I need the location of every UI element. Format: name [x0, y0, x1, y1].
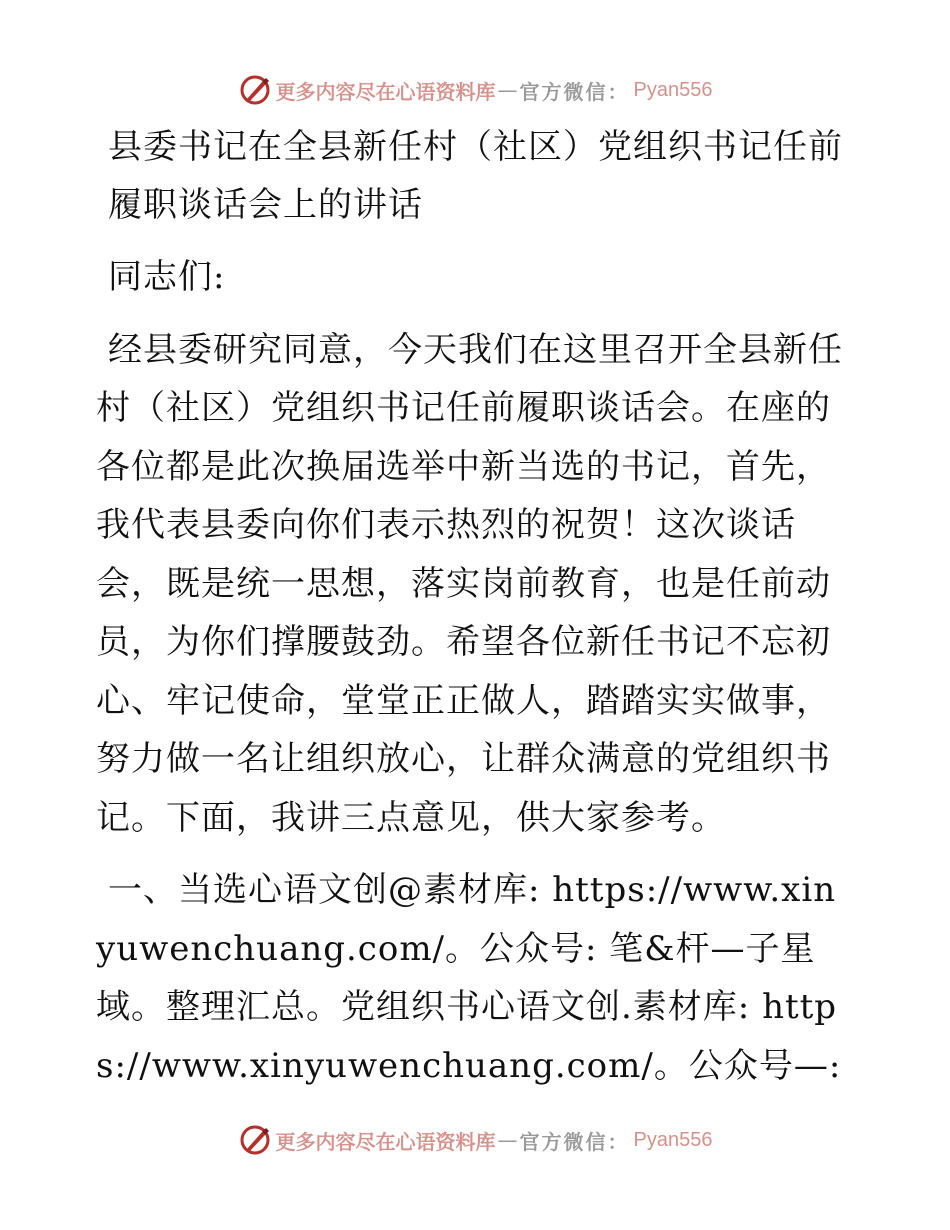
banner-brand-text: 更多内容尽在心语资料库 — [275, 79, 496, 104]
greeting-line: 同志们: — [108, 257, 226, 297]
header-banner — [0, 70, 950, 110]
section-one-text: 一、当选心语文创@素材库: https://www.xinyuwenchuang.com/。公众号: 笔&杆—子星域。整理汇总。党组织书心语文创.素材库: https://www.xinyuwenchuang.com/。公众号—: — [96, 870, 842, 1086]
section-one-paragraph — [96, 861, 856, 1095]
document-title: 县委书记在全县新任村（社区）党组织书记任前履职谈话会上的讲话 — [108, 127, 843, 225]
banner-dash: — — [497, 78, 518, 102]
banner-official-label: 官方微信： — [519, 79, 630, 104]
paragraph-intro-text: 经县委研究同意，今天我们在这里召开全县新任村（社区）党组织书记任前履职谈话会。在座的各位都是此次换届选举中新当选的书记，首先，我代表县委向你们表示热烈的祝贺！这次谈话会，既是统一思想，落实岗前教育，也是任前动员，为你们撑腰鼓劲。希望各位新任书记不忘初心、牢记使命，堂堂正正做人，踏踏实实做事，努力做一名让组织放心，让群众满意的党组织书记。下面，我讲三点意见，供大家参考。 — [96, 329, 843, 838]
document-body — [96, 118, 856, 1095]
pen-logo-icon — [238, 73, 272, 107]
banner-wechat-id: Pyan556 — [633, 78, 713, 101]
paragraph-intro — [96, 321, 856, 848]
banner-official-label: 官方微信： — [519, 1129, 630, 1154]
banner-dash: — — [497, 1128, 518, 1152]
footer-banner — [0, 1120, 950, 1160]
banner-brand-text: 更多内容尽在心语资料库 — [275, 1129, 496, 1154]
pen-logo-icon — [238, 1123, 272, 1157]
banner-wechat-id: Pyan556 — [633, 1128, 713, 1151]
